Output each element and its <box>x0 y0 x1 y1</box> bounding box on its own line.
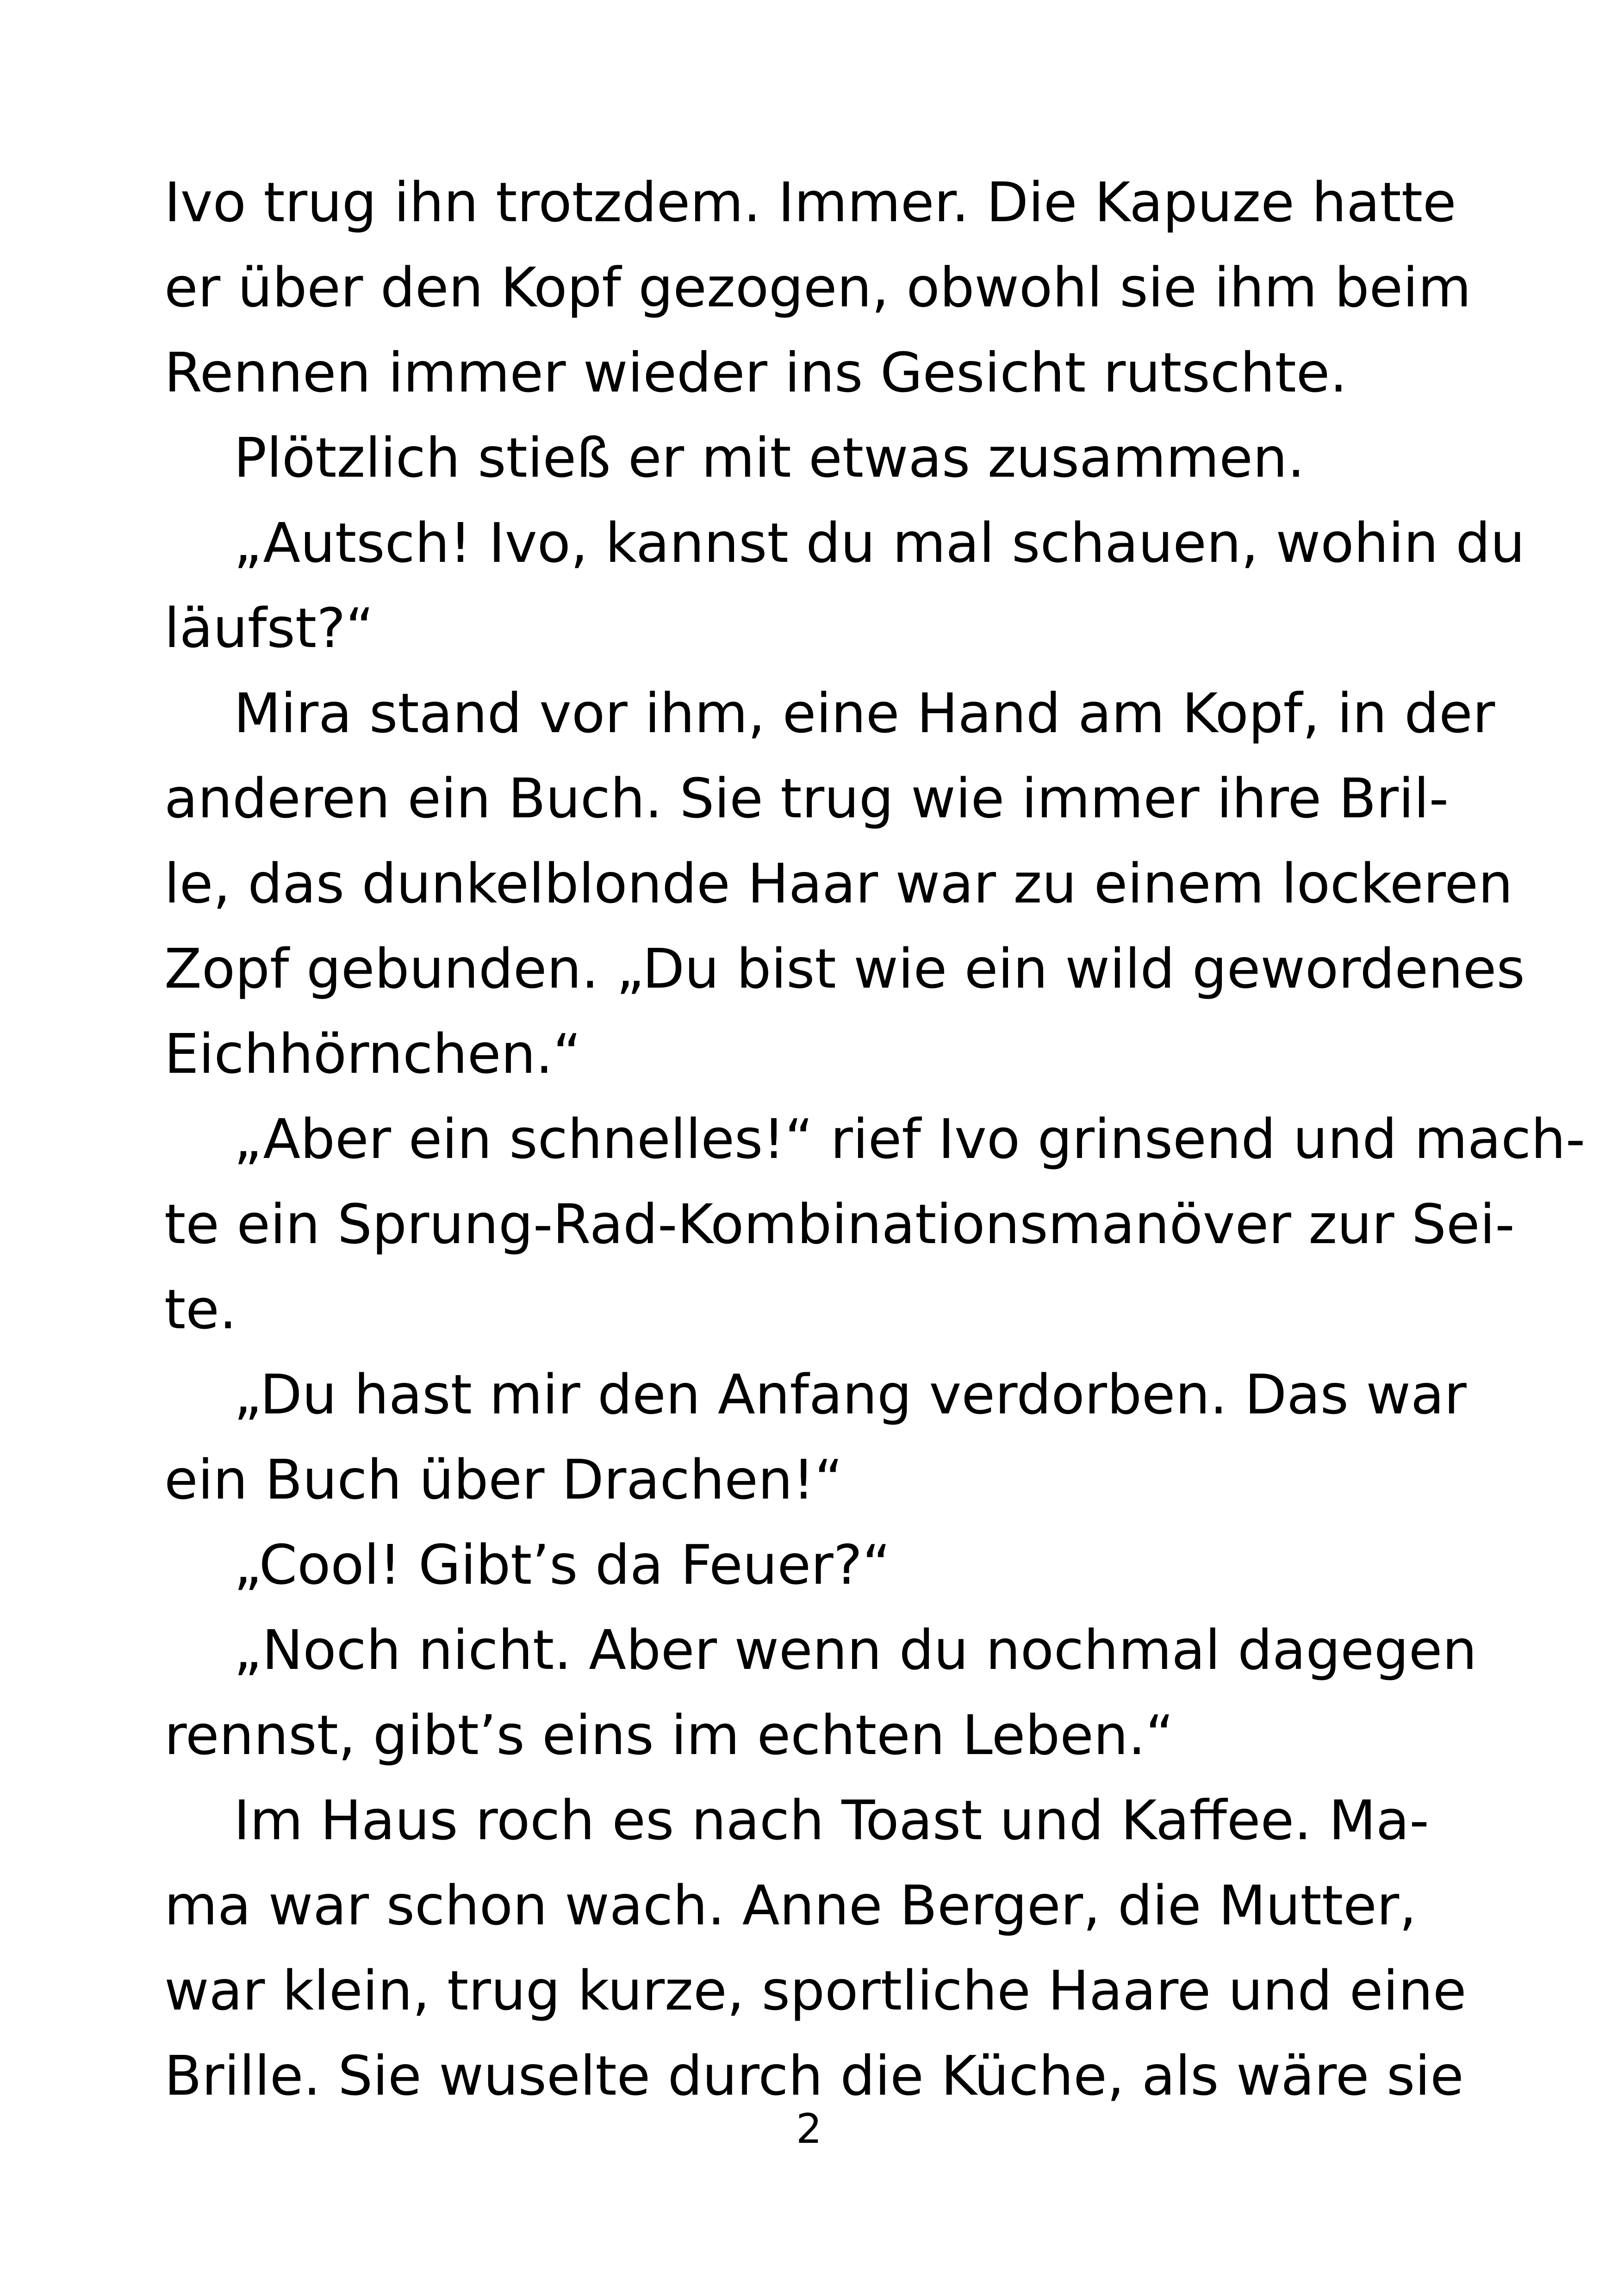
text-line: anderen ein Buch. Sie trug wie immer ihre Bril- <box>164 766 1449 830</box>
text-line: Mira stand vor ihm, eine Hand am Kopf, in der <box>234 681 1495 745</box>
text-line: „Du hast mir den Anfang verdorben. Das war <box>234 1363 1467 1426</box>
text-line: Zopf gebunden. „Du bist wie ein wild gewordenes <box>164 937 1525 1001</box>
text-line: war klein, trug kurze, sportliche Haare und eine <box>164 1959 1467 2022</box>
text-line: er über den Kopf gezogen, obwohl sie ihm beim <box>164 255 1471 319</box>
text-line: ma war schon wach. Anne Berger, die Mutter, <box>164 1873 1417 1937</box>
text-line: te ein Sprung-Rad-Kombinationsmanöver zur Sei- <box>164 1192 1515 1256</box>
text-line: Plötzlich stieß er mit etwas zusammen. <box>234 426 1305 490</box>
text-line: Im Haus roch es nach Toast und Kaffee. Ma- <box>234 1788 1429 1852</box>
text-line: Rennen immer wieder ins Gesicht rutschte. <box>164 341 1347 404</box>
text-line: „Aber ein schnelles!“ rief Ivo grinsend und mach- <box>234 1107 1586 1171</box>
text-line: Eichhörnchen.“ <box>164 1022 581 1086</box>
text-line: „Cool! Gibt’s da Feuer?“ <box>234 1533 891 1597</box>
text-line: ein Buch über Drachen!“ <box>164 1448 843 1512</box>
text-line: „Autsch! Ivo, kannst du mal schauen, wohin du <box>234 511 1525 575</box>
text-line: läufst?“ <box>164 596 374 660</box>
text-line: Brille. Sie wuselte durch die Küche, als wäre sie <box>164 2044 1464 2108</box>
text-line: le, das dunkelblonde Haar war zu einem lockeren <box>164 852 1513 915</box>
text-line: te. <box>164 1277 237 1341</box>
text-line: Ivo trug ihn trotzdem. Immer. Die Kapuze hatte <box>164 170 1456 234</box>
text-line: rennst, gibt’s eins im echten Leben.“ <box>164 1703 1174 1767</box>
text-line: „Noch nicht. Aber wenn du nochmal dagegen <box>234 1618 1477 1682</box>
page-number: 2 <box>796 2105 822 2153</box>
